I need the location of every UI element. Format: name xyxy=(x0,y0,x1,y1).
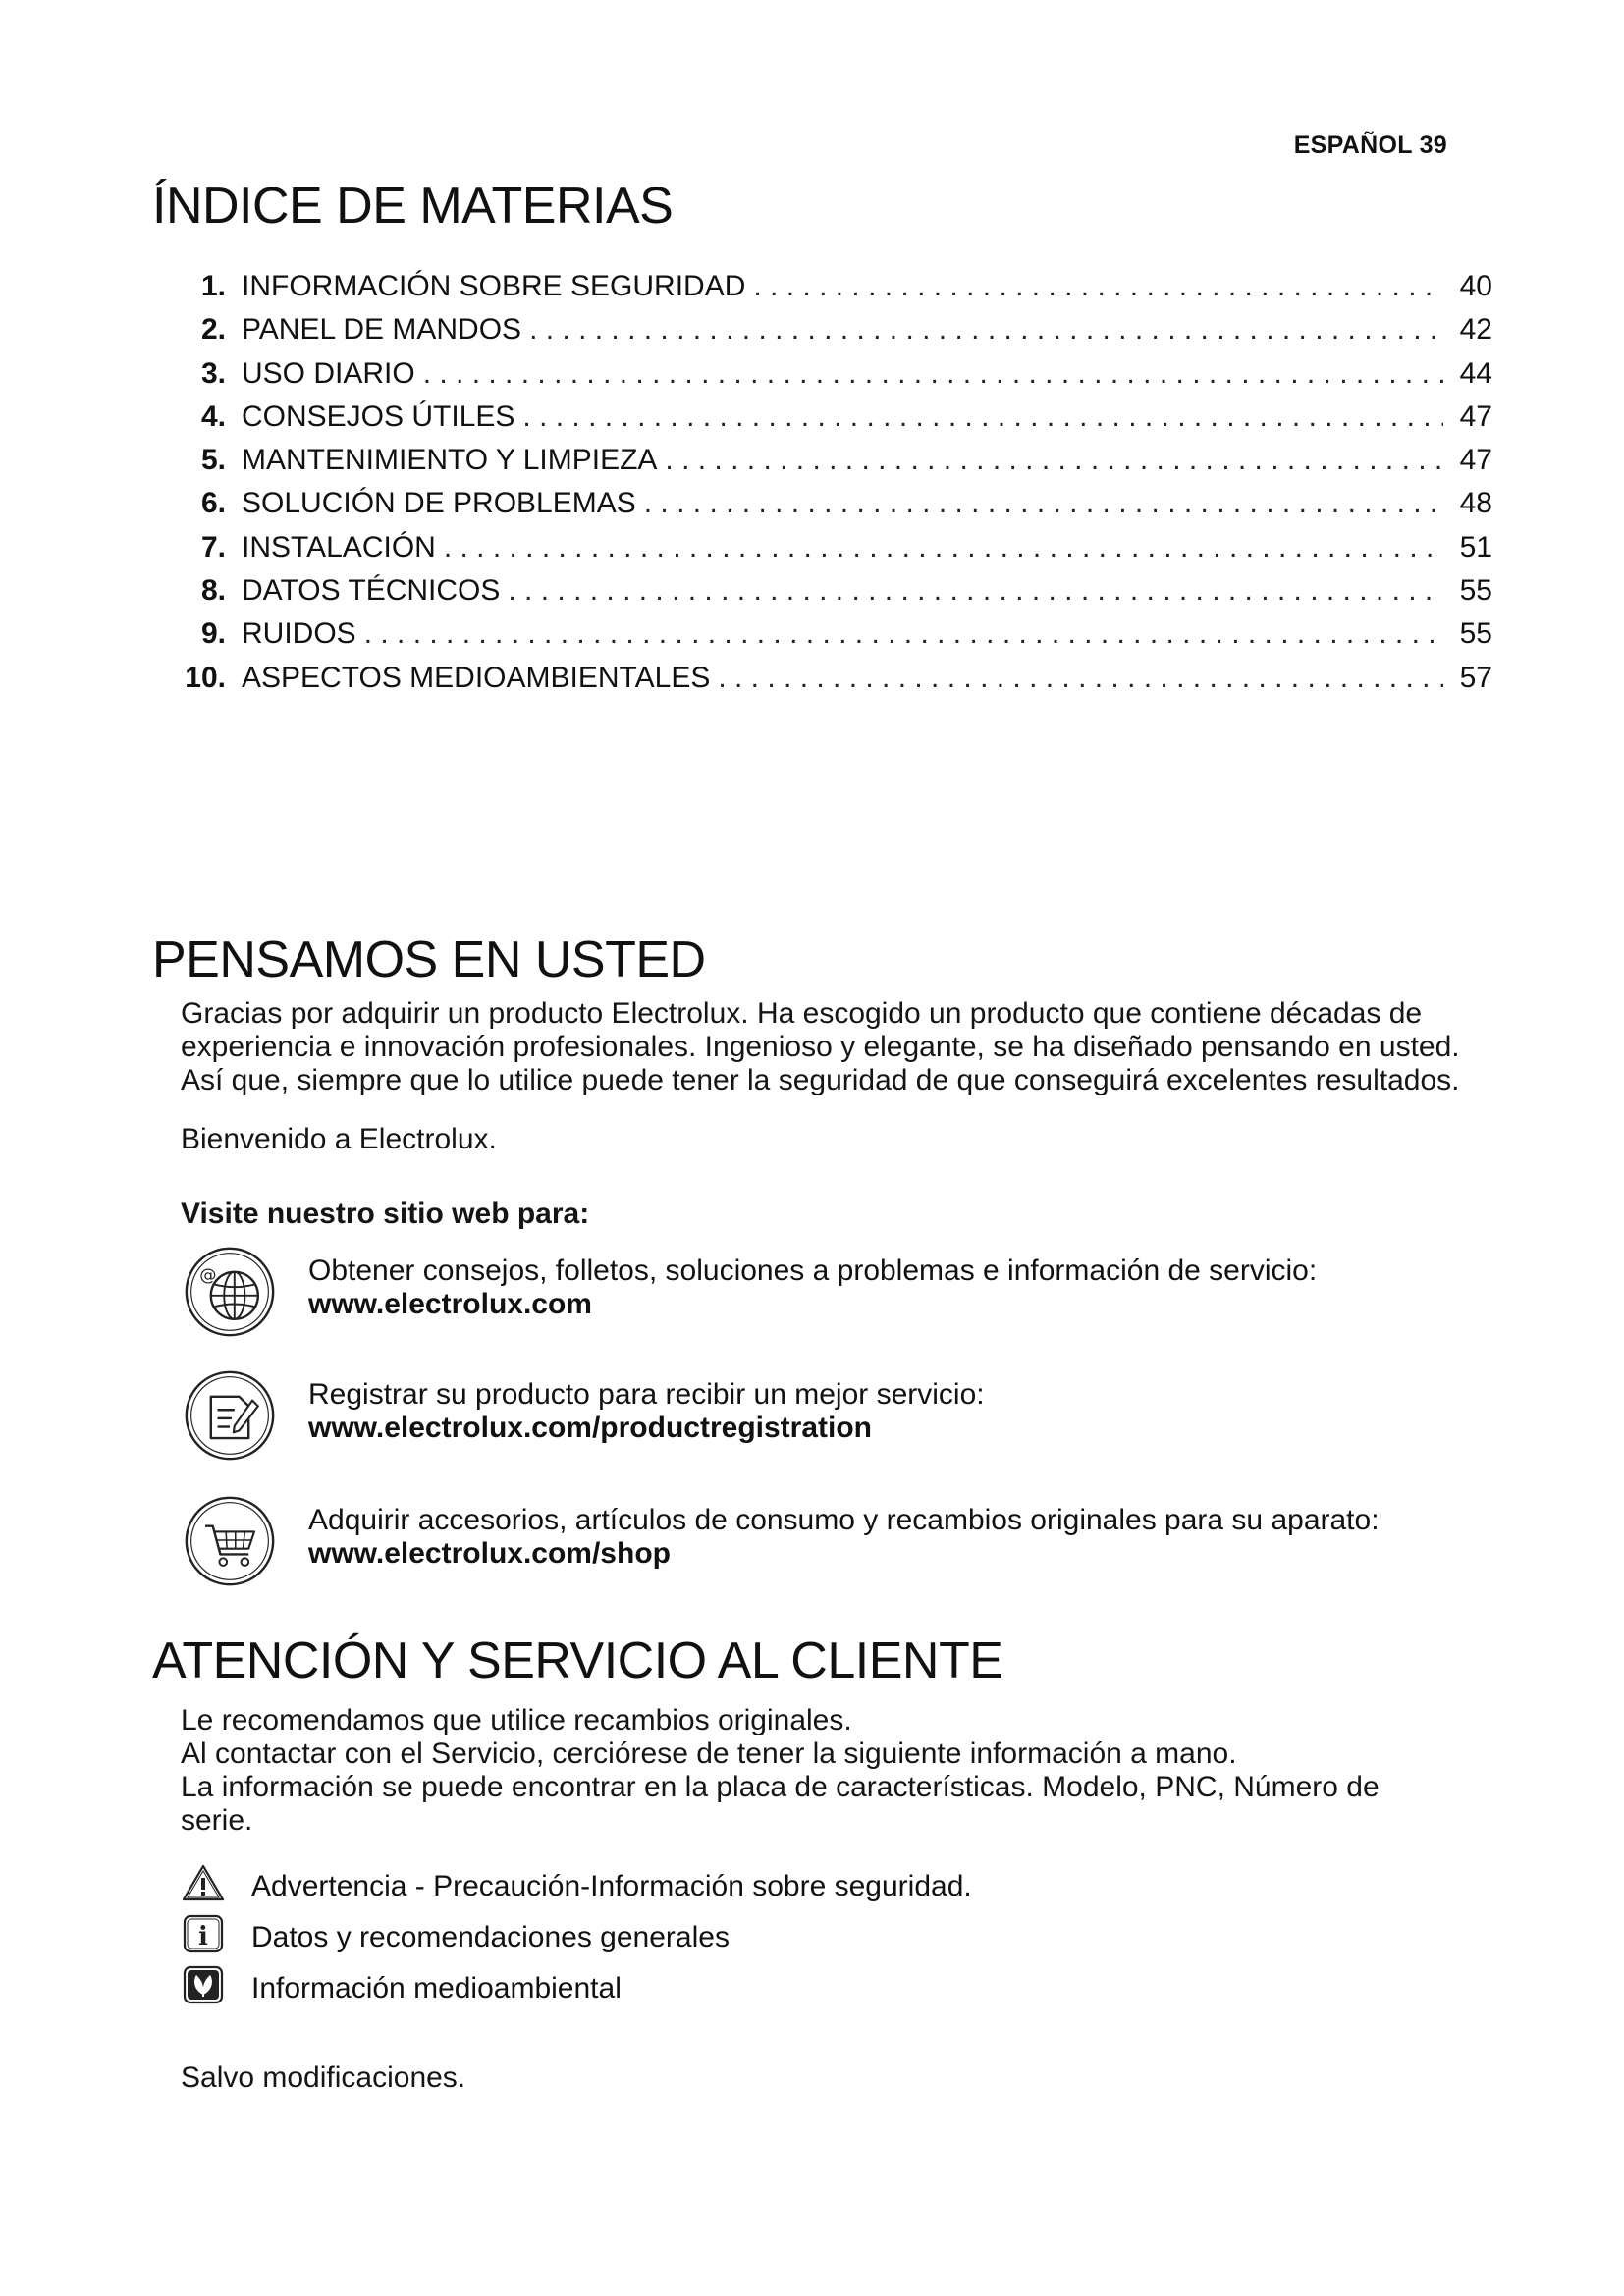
service-link[interactable]: www.electrolux.com xyxy=(308,1288,592,1320)
toc-item[interactable] xyxy=(185,265,1492,308)
service-item-shop xyxy=(181,1494,1496,1602)
toc-number: 8. xyxy=(200,574,226,608)
toc-label: RUIDOS xyxy=(242,617,356,651)
shopping-cart-icon xyxy=(183,1494,277,1588)
toc-label: MANTENIMIENTO Y LIMPIEZA xyxy=(242,444,658,477)
toc-label: PANEL DE MANDOS xyxy=(242,313,522,347)
atencion-line: Al contactar con el Servicio, cerciórese de tener la siguiente información a mano. xyxy=(181,1737,1237,1770)
intro-line: experiencia e innovación profesionales. Ingenioso y elegante, se ha diseñado pensando en usted. xyxy=(181,1031,1460,1063)
toc-number: 2. xyxy=(200,313,226,347)
info-icon xyxy=(181,1914,226,1953)
toc-number: 4. xyxy=(200,400,226,433)
toc-leader-dots xyxy=(665,439,1443,482)
toc-page-number: 47 xyxy=(1459,444,1492,477)
toc-number: 3. xyxy=(200,356,226,390)
toc-page-number: 55 xyxy=(1459,574,1492,608)
visit-heading: Visite nuestro sitio web para: xyxy=(181,1198,590,1230)
toc-page-number: 44 xyxy=(1459,356,1492,390)
toc-leader-dots xyxy=(423,352,1443,396)
toc-item[interactable] xyxy=(185,569,1492,613)
toc-leader-dots xyxy=(508,569,1443,613)
service-description: Registrar su producto para recibir un mejor servicio: xyxy=(308,1378,985,1411)
environment-leaf-icon xyxy=(181,1965,226,2004)
legend-label: Advertencia - Precaución-Información sobre seguridad. xyxy=(251,1870,972,1902)
symbol-legend xyxy=(181,1863,1359,2016)
toc-number: 7. xyxy=(200,530,226,563)
toc-item[interactable] xyxy=(185,613,1492,656)
toc-number: 5. xyxy=(200,444,226,477)
toc-leader-dots xyxy=(364,613,1443,656)
svg-text:i: i xyxy=(198,1922,208,1951)
toc-item[interactable] xyxy=(185,482,1492,525)
service-item-web xyxy=(181,1245,1496,1353)
toc-number: 10. xyxy=(185,661,226,694)
legend-item xyxy=(181,1914,1359,1965)
toc-leader-dots xyxy=(529,308,1443,351)
toc-page-number: 55 xyxy=(1459,617,1492,651)
atencion-line: Le recomendamos que utilice recambios originales. xyxy=(181,1704,852,1736)
toc-item[interactable] xyxy=(185,657,1492,700)
legend-label: Datos y recomendaciones generales xyxy=(251,1921,730,1953)
warning-triangle-icon xyxy=(181,1863,226,1902)
atencion-line: La información se puede encontrar en la placa de características. Modelo, PNC, Número de xyxy=(181,1771,1380,1803)
toc-label: INFORMACIÓN SOBRE SEGURIDAD xyxy=(242,270,746,302)
service-link[interactable]: www.electrolux.com/shop xyxy=(308,1537,671,1570)
toc-leader-dots xyxy=(718,657,1443,700)
atencion-paragraph xyxy=(181,1704,1496,1838)
legend-item xyxy=(181,1965,1359,2016)
toc-item[interactable] xyxy=(185,396,1492,439)
toc-item[interactable] xyxy=(185,526,1492,569)
service-link[interactable]: www.electrolux.com/productregistration xyxy=(308,1412,872,1444)
toc-page-number: 47 xyxy=(1459,400,1492,433)
intro-line: Gracias por adquirir un producto Electrolux. Ha escogido un producto que contiene décadas de xyxy=(181,997,1423,1030)
atencion-title: ATENCIÓN Y SERVICIO AL CLIENTE xyxy=(152,1632,1003,1689)
toc-number: 9. xyxy=(200,617,226,651)
toc-item[interactable] xyxy=(185,308,1492,351)
toc-page-number: 48 xyxy=(1459,487,1492,520)
service-description: Obtener consejos, folletos, soluciones a problemas e información de servicio: xyxy=(308,1255,1318,1287)
page-language-number: ESPAÑOL 39 xyxy=(1293,132,1447,159)
toc-label: DATOS TÉCNICOS xyxy=(242,574,501,608)
pensamos-title: PENSAMOS EN USTED xyxy=(152,932,706,988)
toc-leader-dots xyxy=(644,482,1443,525)
toc-number: 6. xyxy=(200,487,226,520)
toc-leader-dots xyxy=(522,396,1443,439)
toc-label: ASPECTOS MEDIOAMBIENTALES xyxy=(242,661,711,694)
toc-label: SOLUCIÓN DE PROBLEMAS xyxy=(242,487,636,520)
footer-note: Salvo modificaciones. xyxy=(181,2061,466,2094)
service-description: Adquirir accesorios, artículos de consumo y recambios originales para su aparato: xyxy=(308,1504,1380,1536)
toc-leader-dots xyxy=(753,265,1443,308)
toc-item[interactable] xyxy=(185,439,1492,482)
legend-label: Información medioambiental xyxy=(251,1972,622,2004)
table-of-contents xyxy=(185,265,1492,700)
toc-page-number: 40 xyxy=(1459,270,1492,302)
toc-label: CONSEJOS ÚTILES xyxy=(242,400,515,433)
welcome-text: Bienvenido a Electrolux. xyxy=(181,1123,497,1155)
toc-leader-dots xyxy=(444,526,1443,569)
register-document-icon xyxy=(183,1368,277,1463)
toc-page-number: 42 xyxy=(1459,313,1492,347)
toc-label: USO DIARIO xyxy=(242,356,415,390)
toc-item[interactable] xyxy=(185,352,1492,396)
legend-item xyxy=(181,1863,1359,1914)
toc-page-number: 57 xyxy=(1459,661,1492,694)
globe-web-icon xyxy=(183,1245,277,1339)
atencion-line: serie. xyxy=(181,1804,253,1837)
svg-text:@: @ xyxy=(199,1265,217,1286)
intro-paragraph xyxy=(181,997,1496,1097)
toc-page-number: 51 xyxy=(1459,530,1492,563)
service-item-registration xyxy=(181,1368,1496,1476)
toc-label: INSTALACIÓN xyxy=(242,530,436,563)
toc-title: ÍNDICE DE MATERIAS xyxy=(152,178,674,235)
intro-line: Así que, siempre que lo utilice puede tener la seguridad de que conseguirá excelentes resultados. xyxy=(181,1064,1460,1096)
toc-number: 1. xyxy=(200,270,226,302)
